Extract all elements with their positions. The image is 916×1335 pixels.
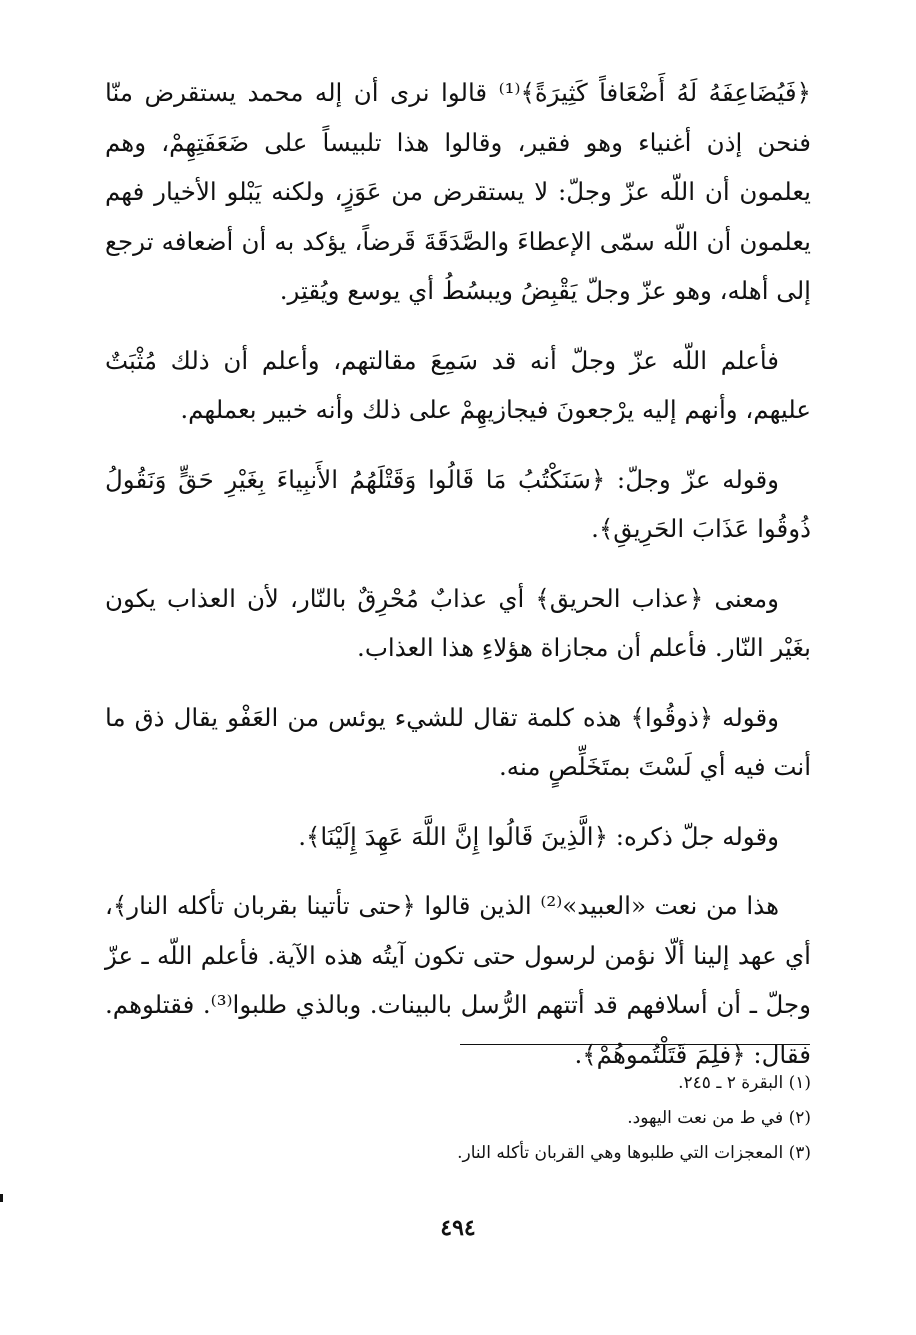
paragraph-4: ومعنى ﴿عذاب الحريق﴾ أي عذابٌ مُحْرِقٌ بالنّار، لأن العذاب يكون بغَيْر النّار. فأعلم أن مجازاة هؤلاءِ هذا العذاب. [105,583,811,662]
paragraph-7: هذا من نعت «العبيد»⁽²⁾ الذين قالوا ﴿حتى تأتينا بقربان تأكله النار﴾، أي عهد إلينا ألّا نؤمن لرسول حتى تكون آيتُه هذه الآية. فأعلم اللّه ـ عزّ وجلّ ـ أن أسلافهم قد أتتهم الرُّسل بالبينات. وبالذي طلبوا⁽³⁾. فقتلوهم. فقال: ﴿فلِمَ قَتَلْتُموهُمْ﴾. [105,891,811,1069]
footnote-divider [460,1044,810,1045]
paragraph-3: وقوله عزّ وجلّ: ﴿سَنَكْتُبُ مَا قَالُوا وَقَتْلَهُمُ الأَنبِياءَ بِغَيْرِ حَقٍّ وَنَقُولُ ذُوقُوا عَذَابَ الحَرِيقِ﴾. [105,464,811,543]
paragraph-6: وقوله جلّ ذكره: ﴿الَّذِينَ قَالُوا إِنَّ اللَّهَ عَهِدَ إِلَيْنَا﴾. [298,821,779,851]
footnote-1: (١) البقرة ٢ ـ ٢٤٥. [678,1073,811,1093]
main-text [105,68,811,1099]
page-number: ٤٩٤ [440,1215,476,1241]
scan-edge-mark [0,1194,3,1202]
footnotes [105,1066,811,1171]
paragraph-2: فأعلم اللّه عزّ وجلّ أنه قد سَمِعَ مقالتهم، وأعلم أن ذلك مُثْبَتٌ عليهم، وأنهم إليه يرْجعونَ فيجازيهِمْ على ذلك وأنه خبير بعملهم. [105,345,811,424]
footnote-2: (٢) في ط من نعت اليهود. [627,1108,811,1128]
paragraph-1: ﴿فَيُضَاعِفَهُ لَهُ أَضْعَافاً كَثِيرَةً﴾⁽¹⁾ قالوا نرى أن إله محمد يستقرض منّا فنحن إذن أغنياء وهو فقير، وقالوا هذا تلبيساً على ضَعَفَتِهِمْ، وهم يعلمون أن اللّه عزّ وجلّ: لا يستقرض من عَوَزٍ، ولكنه يَبْلو الأخيار فهم يعلمون أن اللّه سمّى الإعطاءَ والصَّدَقَةَ قَرضاً، يؤكد به أن أضعافه ترجع إلى أهله، وهو عزّ وجلّ يَقْبِضُ ويبسُطُ أي يوسع ويُقتِر. [105,78,812,305]
paragraph-5: وقوله ﴿ذوقُوا﴾ هذه كلمة تقال للشيء يوئس من العَفْو يقال ذق ما أنت فيه أي لَسْتَ بمتَخَلِّصٍ منه. [105,702,811,781]
footnote-3: (٣) المعجزات التي طلبوها وهي القربان تأكله النار. [457,1143,811,1163]
